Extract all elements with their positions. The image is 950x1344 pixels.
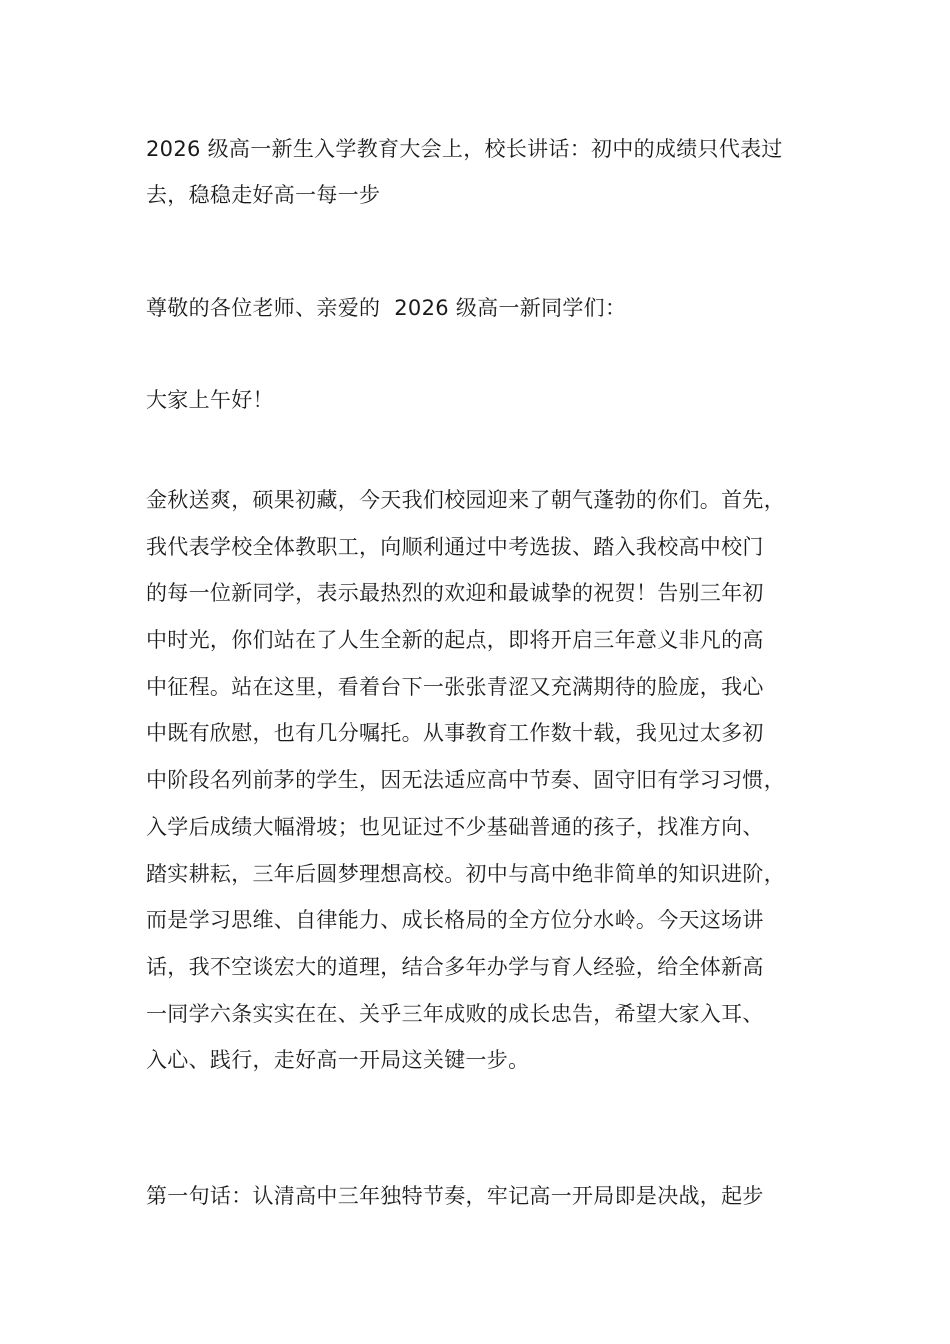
speech-title [146,126,836,218]
title-line-2: 去，稳稳走好高一每一步 [146,183,381,207]
title-line-1: 2026 级高一新生入学教育大会上，校长讲话：初中的成绩只代表过 [146,137,783,161]
body-line: 话，我不空谈宏大的道理，结合多年办学与育人经验，给全体新高 [146,954,764,979]
body-line: 入学后成绩大幅滑坡；也见证过不少基础普通的孩子，找准方向、 [146,814,764,839]
body-line: 而是学习思维、自律能力、成长格局的全方位分水岭。今天这场讲 [146,908,764,933]
section-first-line: 第一句话：认清高中三年独特节奏，牢记高一开局即是决战，起步 [146,1184,764,1208]
body-line: 的每一位新同学，表示最热烈的欢迎和最诚挚的祝贺！告别三年初 [146,581,764,606]
greeting-line: 大家上午好！ [146,388,274,412]
body-line: 踏实耕耘，三年后圆梦理想高校。初中与高中绝非简单的知识进阶， [146,861,785,886]
body-line: 入心、践行，走好高一开局这关键一步。 [146,1048,530,1073]
body-line: 中征程。站在这里，看着台下一张张青涩又充满期待的脸庞，我心 [146,674,764,699]
body-line: 中既有欣慰，也有几分嘱托。从事教育工作数十载，我见过太多初 [146,721,764,746]
body-line: 中时光，你们站在了人生全新的起点，即将开启三年意义非凡的高 [146,628,764,653]
salutation [146,285,836,331]
body-line: 我代表学校全体教职工，向顺利通过中考选拔、踏入我校高中校门 [146,534,764,559]
body-paragraph [146,477,836,1084]
body-line: 中阶段名列前茅的学生，因无法适应高中节奏、固守旧有学习习惯， [146,768,785,793]
greeting [146,377,836,423]
section-heading [146,1173,836,1219]
body-line: 金秋送爽，硕果初藏，今天我们校园迎来了朝气蓬勃的你们。首先， [146,488,785,512]
body-line: 一同学六条实实在在、关乎三年成败的成长忠告，希望大家入耳、 [146,1001,764,1026]
salutation-line: 尊敬的各位老师、亲爱的 2026 级高一新同学们： [146,296,627,320]
